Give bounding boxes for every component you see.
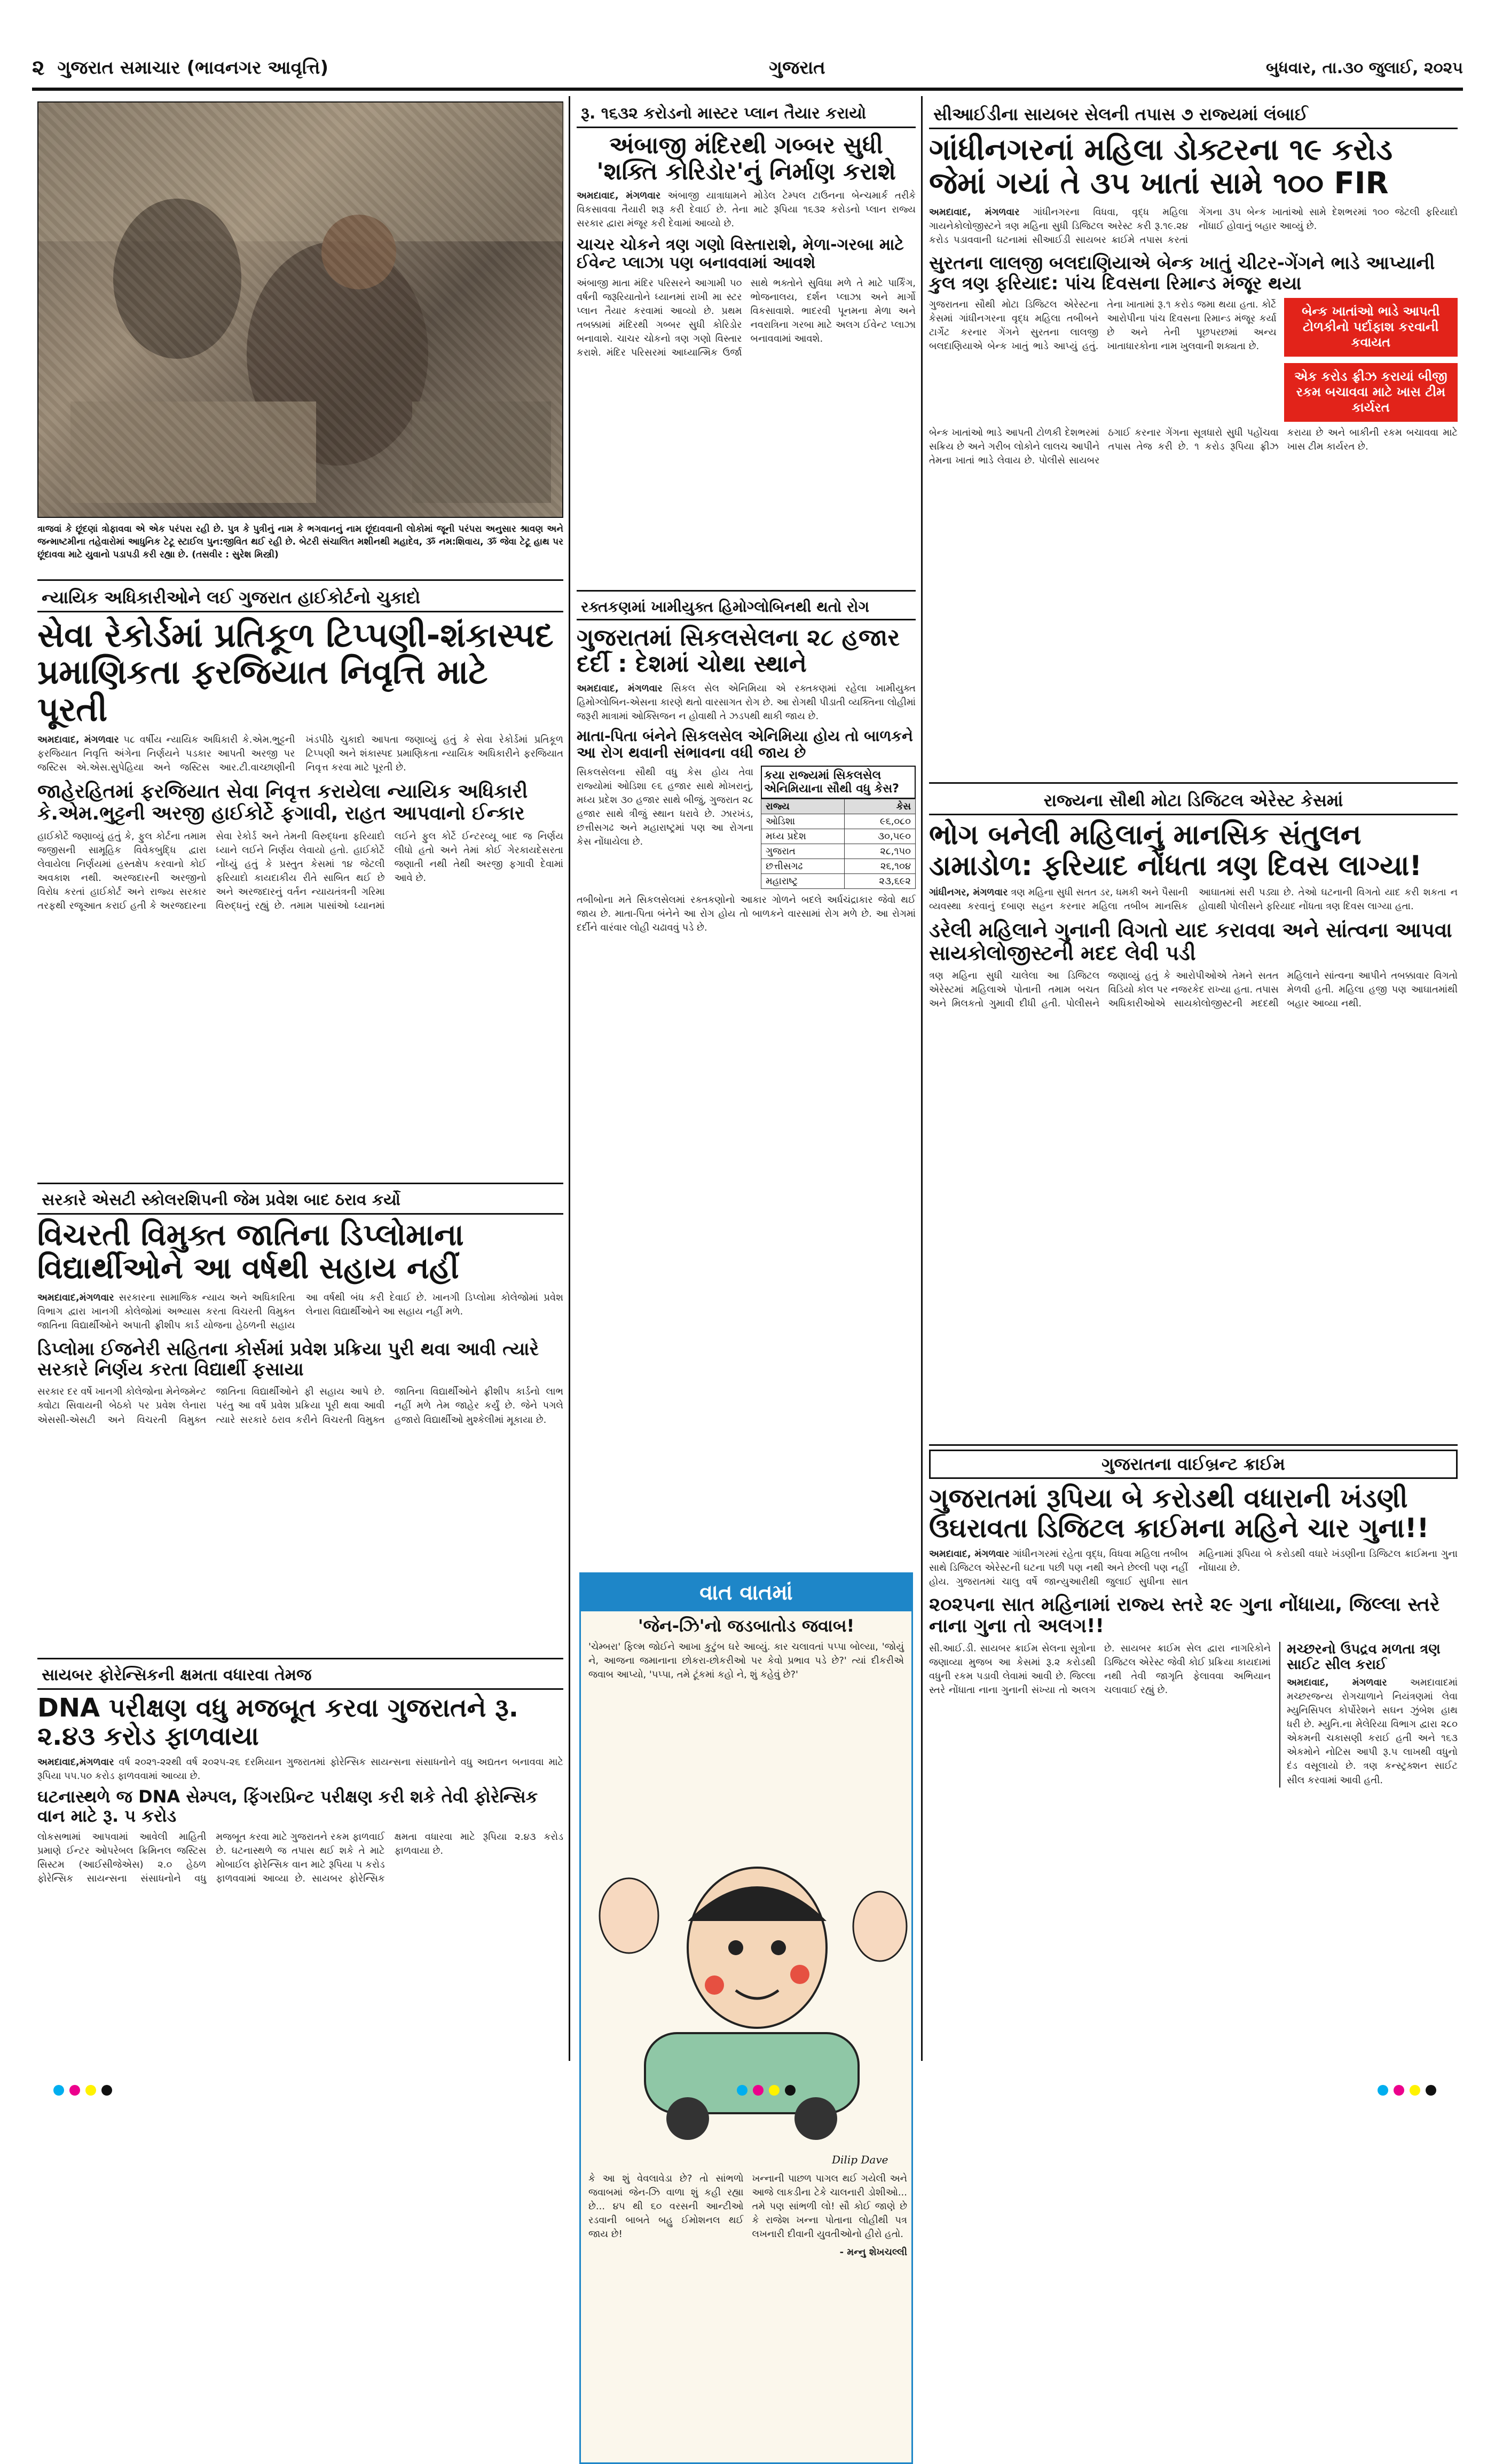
- dateline: અમદાવાદ,મંગળવાર: [37, 1757, 114, 1768]
- table-cell: ૨૬,૧૦૪: [845, 859, 916, 873]
- story-kicker: રૂ. ૧૬૩૨ કરોડનો માસ્ટર પ્લાન તૈયાર કરાયો: [577, 101, 916, 128]
- dateline: અમદાવાદ, મંગળવાર: [37, 734, 119, 746]
- sickle-table-box: [761, 766, 916, 889]
- story-body: [577, 682, 916, 723]
- story-kicker: ન્યાયિક અધિકારીઓને લઈ ગુજરાત હાઈકોર્ટનો ચુકાદો: [37, 585, 563, 612]
- divider: [37, 1658, 563, 1659]
- column-rule: [921, 96, 923, 2061]
- registration-mark: [69, 2085, 80, 2096]
- story-body: [577, 189, 916, 231]
- dateline: અમદાવાદ, મંગળવાર: [577, 190, 661, 202]
- body-text: વર્ષ ૨૦૨૧-૨૨થી વર્ષ ૨૦૨૫-૨૬ દરમિયાન ગુજરાતમાં ફોરેન્સિક સાયન્સના સંસાધનોને વધુ અદ્યતન બનાવવા માટે રૂપિયા ૫૫.૫૦ કરોડ ફાળવવામાં આવ્યા છે.: [37, 1757, 563, 1782]
- divider: [37, 579, 563, 581]
- story-diploma: [37, 1188, 563, 1427]
- dateline: અમદાવાદ, મંગળવાર: [929, 207, 1020, 218]
- story-sickle: [577, 595, 916, 935]
- table-row: [761, 814, 916, 829]
- table-cell: મહારાષ્ટ્ર: [761, 873, 845, 888]
- body-text: સિકલ સેલ એનિમિયા એ રક્તકણમાં રહેલા ખામીયુક્ત હિમોગ્લોબિન-એસના કારણે થતો વારસાગત રોગ છે. આ રોગથી પીડાતી વ્યક્તિના લોહીમાં જરૂરી માત્રામાં ઓક્સિજન ન હોવાથી તે ઝડપથી થાકી જાય છે.: [577, 682, 916, 722]
- cartoonist-signature: Dilip Dave: [832, 2153, 888, 2166]
- story-body-2: સરકાર દર વર્ષે ખાનગી કોલેજોના મેનેજમેન્ટ ક્વોટા સિવાયની બેઠકો પર પ્રવેશ લેનારા એસસી-એસટી અને વિચરતી વિમુક્ત જાતિના વિદ્યાર્થીઓને ફી સહાય આપે છે. પરંતુ આ વર્ષે પ્રવેશ પ્રક્રિયા પૂરી થવા આવી ત્યારે સરકારે ઠરાવ કરીને વિચરતી વિમુક્ત જાતિના વિદ્યાર્થીઓને ફ્રીશીપ કાર્ડનો લાભ નહીં મળે તેમ જાહેર કર્યું છે. જેને પગલે હજારો વિદ્યાર્થીઓ મુશ્કેલીમાં મૂકાયા છે.: [37, 1386, 563, 1426]
- story-body-2: લોકસભામાં આપવામાં આવેલી માહિતી પ્રમાણે ઈન્ટર ઓપરેબલ ક્રિમિનલ જસ્ટિસ સિસ્ટમ (આઈસીજેએસ) ૨.૦ હેઠળ ફોરેન્સિક સાયન્સના સંસાધનોને વધુ મજબૂત કરવા માટે ગુજરાતને રકમ ફાળવાઈ છે. ઘટનાસ્થળે જ તપાસ થઈ શકે તે માટે મોબાઈલ ફોરેન્સિક વાન માટે રૂપિયા ૫ કરોડ ફાળવવામાં આવ્યા છે. સાયબર ફોરેન્સિક ક્ષમતા વધારવા માટે રૂપિયા ૨.૪૩ કરોડ ફાળવાયા છે.: [37, 1831, 563, 1885]
- dateline: અમદાવાદ,મંગળવાર: [37, 1292, 114, 1303]
- callout-box: એક કરોડ ફ્રીઝ કરાયાં બીજી રકમ બચાવવા માટે ખાસ ટીમ કાર્યરત: [1284, 363, 1458, 422]
- registration-mark: [85, 2085, 96, 2096]
- cartoon-box: [579, 1572, 913, 2464]
- table-cell: ૨૩,૬૯૨: [845, 873, 916, 888]
- story-subhead: જાહેરહિતમાં ફરજિયાત સેવા નિવૃત્ત કરાયેલા ન્યાયિક અધિકારી કે.એમ.ભુટ્ટની અરજી હાઈકોર્ટે ફગાવી, રાહત આપવાનો ઈન્કાર: [37, 781, 528, 824]
- table-cell: મધ્ય પ્રદેશ: [761, 829, 845, 844]
- story-body: [929, 206, 1458, 247]
- divider: [37, 1183, 563, 1184]
- story-body-3: તબીબોના મતે સિકલસેલમાં રક્તકણોનો આકાર ગોળને બદલે અર્ધચંદ્રાકાર જેવો થઈ જાય છે. માતા-પિતા બંનેને આ રોગ હોય તો બાળકને વારસામાં રોગ મળે છે. આ રોગમાં દર્દીને વારંવાર લોહી ચઢાવવું પડે છે.: [577, 894, 916, 933]
- story-mosquito: [1279, 1642, 1458, 1788]
- story-body-3: બેન્ક ખાતાંઓ ભાડે આપતી ટોળકી દેશભરમાં સક્રિય છે અને ગરીબ લોકોને લાલચ આપીને તેમના ખાતાં ભાડે લેવાય છે. પોલીસે સાયબર ઠગાઈ કરનાર ગેંગના સૂત્રધારો સુધી પહોંચવા તપાસ તેજ કરી છે. ૧ કરોડ રૂપિયા ફ્રીઝ કરાયા છે અને બાકીની રકમ બચાવવા માટે ખાસ ટીમ કાર્યરત છે.: [929, 427, 1458, 466]
- story-subhead: ડરેલી મહિલાને ગુનાની વિગતો યાદ કરાવવા અને સાંત્વના આપવા સાયકોલોજીસ્ટની મદદ લેવી પડી: [929, 918, 1452, 965]
- dateline: અમદાવાદ, મંગળવાર: [577, 682, 663, 694]
- registration-mark: [1426, 2085, 1436, 2096]
- story-ambaji: [577, 101, 916, 360]
- story-body-2: સી.આઈ.ડી. સાયબર ક્રાઈમ સેલના સૂત્રોના જણાવ્યા મુજબ આ કેસમાં રૂ.૨ કરોડથી વધુની રકમ પડાવી લેવામાં આવી છે. જિલ્લા સ્તરે નોંધાતા નાના ગુનાની સંખ્યા તો અલગ છે. સાયબર ક્રાઈમ સેલ દ્વારા નાગરિકોને ડિજિટલ એરેસ્ટ જેવી કોઈ પ્રક્રિયા કાયદામાં નથી તેવી જાગૃતિ ફેલાવવા અભિયાન ચલાવાઈ રહ્યું છે.: [929, 1642, 1271, 1696]
- story-headline: ગુજરાતમાં રૂપિયા બે કરોડથી વધારાની ખંડણી ઉઘરાવતા ડિજિટલ ક્રાઈમના મહિને ચાર ગુના!!: [929, 1482, 1429, 1544]
- divider: [577, 590, 916, 592]
- story-kicker: રક્તકણમાં ખામીયુક્ત હિમોગ્લોબિનથી થતો રોગ: [577, 595, 916, 620]
- story-headline: ગાંધીનગરનાં મહિલા ડોક્ટરના ૧૯ કરોડ જેમાં ગયાં તે ૩૫ ખાતાં સામે ૧૦૦ FIR: [929, 132, 1393, 201]
- story-kicker: ગુજરાતના વાઈબ્રન્ટ ક્રાઈમ: [929, 1450, 1458, 1479]
- story-body-2: અંબાજી માતા મંદિર પરિસરને આગામી ૫૦ વર્ષની જરૂરિયાતોને ધ્યાનમાં રાખી મા સ્ટર પ્લાન તૈયાર કરવામાં આવ્યો છે. પ્રથમ તબક્કામાં મંદિરથી ગબ્બર સુધી કોરિડોર બનાવાશે. ચાચર ચોકનો ત્રણ ગણો વિસ્તાર કરાશે. મંદિર પરિસરમાં આધ્યાત્મિક ઉર્જા સાથે ભક્તોને સુવિધા મળે તે માટે પાર્કિંગ, ભોજનાલય, દર્શન પ્લાઝા અને માર્ગો વિકસાવાશે. ભાદરવી પૂનમના મેળા અને નવરાત્રિના ગરબા માટે અલગ ઈવેન્ટ પ્લાઝા બનાવવામાં આવશે.: [577, 277, 916, 358]
- dateline: અમદાવાદ, મંગળવાર: [1287, 1676, 1387, 1688]
- story-body: [929, 886, 1458, 914]
- table-cell: ૩૦,૫૯૦: [845, 829, 916, 844]
- table-row: [761, 859, 916, 873]
- dateline: અમદાવાદ, મંગળવાર: [929, 1548, 1010, 1560]
- table-row: [761, 829, 916, 844]
- story-kicker: મચ્છરનો ઉપદ્રવ મળતા ત્રણ સાઈટ સીલ કરાઈ: [1287, 1641, 1441, 1673]
- story-crime: [929, 1450, 1458, 1788]
- column-rule: [569, 96, 570, 2061]
- story-body-2: હાઈકોર્ટે જણાવ્યું હતું કે, ફુલ કોર્ટના તમામ જજીસની સામૂહિક વિવેકબુદ્ધિ દ્વારા લેવાયેલા નિર્ણયમાં હસ્તક્ષેપ કરવાનો કોઈ અવકાશ નથી. અરજદારની અરજીનો વિરોધ કરતાં હાઈકોર્ટ અને રાજ્ય સરકાર તરફથી રજૂઆત કરાઈ હતી કે અરજદારના સેવા રેકોર્ડ અને તેમની વિરુદ્ધના ફરિયાદો ધ્યાને લઈને નિર્ણય લેવાયો હતો. હાઈકોર્ટે નોંધ્યું હતું કે પ્રસ્તુત કેસમાં ૧૪ જેટલી ફરિયાદો કાયદાકીય રીતે સાબિત થઈ છે અને અરજદારનું વર્તન ન્યાયતંત્રની ગરિમા વિરુદ્ધનું રહ્યું છે. તમામ પાસાંઓ ધ્યાનમાં લઈને ફુલ કોર્ટે ઈન્ટરવ્યૂ બાદ જ નિર્ણય લીધો હતો અને તેમાં કોઈ ગેરકાયદેસરતા જણાતી નથી તેથી અરજી ફગાવી દેવામાં આવે છે.: [37, 831, 563, 912]
- cartoon-title: વાત વાતમાં: [699, 1580, 793, 1605]
- section-name: ગુજરાત: [769, 57, 825, 78]
- story-doctor: [929, 101, 1458, 468]
- story-judge: [37, 585, 563, 914]
- story-headline: સેવા રેકોર્ડમાં પ્રતિકૂળ ટિપ્પણી-શંકાસ્પદ પ્રમાણિકતા ફરજિયાત નિવૃત્તિ માટે પૂરતી: [37, 615, 554, 729]
- cartoon-banner: [581, 1574, 911, 1611]
- masthead: [32, 48, 1463, 91]
- table-row: [761, 844, 916, 859]
- body-text: ત્રણ મહિના સુધી સતત ડર, ધમકી અને પૈસાની વ્યવસ્થા કરવાનું દબાણ સહન કરનાર મહિલા તબીબ માનસિક આઘાતમાં સરી પડ્યા છે. તેઓ ઘટનાની વિગતો યાદ કરી શકતા ન હોવાથી પોલીસને ફરિયાદ નોંધતા ત્રણ દિવસ લાગ્યા હતા.: [929, 887, 1458, 912]
- cartoon-signoff: - મન્નુ શેખચલ્લી: [839, 2247, 907, 2258]
- story-body: [37, 733, 563, 775]
- body-text: ગાંધીનગરના વિધવા, વૃદ્ધ મહિલા ગાયનેકોલોજીસ્ટને ત્રણ મહિના સુધી ડિજિટલ અરેસ્ટ કરી રૂ.૧૯.૨૪ કરોડ પડાવવાની ઘટનામાં સીઆઈડી સાયબર ક્રાઈમે તપાસ કરતાં ગેંગના ૩૫ બેન્ક ખાતાંઓ સામે દેશભરમાં ૧૦૦ જેટલી ફરિયાદો નોંધાઈ હોવાનું બહાર આવ્યું છે.: [929, 207, 1458, 246]
- story-headline: DNA પરીક્ષણ વધુ મજબૂત કરવા ગુજરાતને રૂ. ૨.૪૩ કરોડ ફાળવાયા: [37, 1692, 518, 1752]
- registration-mark: [101, 2085, 112, 2096]
- registration-mark: [53, 2085, 64, 2096]
- registration-mark: [1410, 2085, 1420, 2096]
- cartoon-story-right: ખન્નાની પાછળ પાગલ થઈ ગયેલી અને આજે લાકડીના ટેકે ચાલનારી ડોશીઓ... તમે પણ સાંભળી લો! સૌ કોઈ જાણે છે કે રાજેશ ખન્ના પોતાના લોહીથી પત્ર લખનારી દીવાની યુવતીઓનો હીરો હતો.: [752, 2173, 907, 2240]
- divider: [929, 1444, 1458, 1446]
- story-subhead: ડિપ્લોમા ઈજનેરી સહિતના કોર્સમાં પ્રવેશ પ્રક્રિયા પુરી થવા આવી ત્યારે સરકારે નિર્ણય કરતા વિદ્યાર્થી ફસાયા: [37, 1339, 539, 1381]
- story-body-2: સિકલસેલના સૌથી વધુ કેસ હોય તેવા રાજ્યોમાં ઓડિશા ૯૬ હજાર સાથે મોખરાનું, મધ્ય પ્રદેશ ૩૦ હજાર સાથે બીજું, ગુજરાત ૨૮ હજાર સાથે ત્રીજું સ્થાન ધરાવે છે. ઝારખંડ, છત્તીસગઢ અને મહારાષ્ટ્રમાં પણ આ રોગના કેસ નોંધાયેલા છે.: [577, 766, 753, 848]
- table-cell: ૨૮,૧૫૦: [845, 844, 916, 859]
- sickle-table: [761, 799, 916, 889]
- registration-mark: [753, 2085, 764, 2096]
- divider: [929, 782, 1458, 784]
- story-body: [37, 1755, 563, 1783]
- table-cell: ૯૬,૦૮૦: [845, 814, 916, 829]
- story-body-2: ગુજરાતના સૌથી મોટા ડિજિટલ એરેસ્ટના કેસમાં ગાંધીનગરના વૃદ્ધ મહિલા તબીબને ટાર્ગેટ કરનાર ગેંગને સુરતના લાલજી બલદાણિયાએ બેન્ક ખાતું ભાડે આપ્યું હતું. તેના ખાતામાં રૂ.૧ કરોડ જમા થયા હતા. કોર્ટે આરોપીના પાંચ દિવસના રિમાન્ડ મંજૂર કર્યા છે અને તેની પૂછપરછમાં અન્ય ખાતાધારકોના નામ ખુલવાની શક્યતા છે.: [929, 298, 1277, 352]
- page-number: ૨: [32, 56, 45, 80]
- story-body-2: ત્રણ મહિના સુધી ચાલેલા આ ડિજિટલ એરેસ્ટમાં મહિલાએ પોતાની તમામ બચત અને મિલકતો ગુમાવી દીધી હતી. પોલીસને જણાવ્યું હતું કે આરોપીઓએ તેમને સતત વિડિયો કોલ પર નજરકેદ રાખ્યા હતા. તપાસ અધિકારીઓએ સાયકોલોજીસ્ટની મદદથી મહિલાને સાંત્વના આપીને તબક્કાવાર વિગતો મેળવી હતી. મહિલા હજી પણ આઘાતમાંથી બહાર આવ્યા નથી.: [929, 970, 1458, 1009]
- story-kicker: સીઆઈડીના સાયબર સેલની તપાસ ૭ રાજ્યમાં લંબાઈ: [929, 101, 1458, 129]
- paper-name: ગુજરાત સમાચાર (ભાવનગર આવૃત્તિ): [57, 57, 329, 78]
- body-text: સરકારના સામાજિક ન્યાય અને અધિકારિતા વિભાગ દ્વારા ખાનગી કોલેજોમાં અભ્યાસ કરતા વિચરતી વિમુક્ત જાતિના વિદ્યાર્થીઓને અપાતી ફ્રીશીપ કાર્ડ યોજના હેઠળની સહાય આ વર્ષથી બંધ કરી દેવાઈ છે. ખાનગી ડિપ્લોમા કોલેજોમાં પ્રવેશ લેનારા વિદ્યાર્થીઓને આ સહાય નહીં મળે.: [37, 1292, 563, 1332]
- photo-illustration: [38, 103, 564, 519]
- story-body: [929, 1547, 1458, 1589]
- story-subhead: ચાચર ચોકને ત્રણ ગણો વિસ્તારાશે, મેળા-ગરબા માટે ઈવેન્ટ પ્લાઝા પણ બનાવવામાં આવશે: [577, 235, 904, 272]
- table-title: કયા રાજ્યમાં સિકલસેલ એનિમિયાના સૌથી વધુ કેસ?: [761, 766, 916, 799]
- table-header: કેસ: [845, 799, 916, 814]
- story-body: [1287, 1676, 1458, 1788]
- story-headline: ગુજરાતમાં સિકલસેલના ૨૮ હજાર દર્દી : દેશમાં ચોથા સ્થાને: [577, 624, 900, 678]
- body-text: અંબાજી યાત્રાધામને મોડેલ ટેમ્પલ ટાઉનના બેન્ચમાર્ક તરીકે વિકસાવવા તૈયારી શરૂ કરી દેવાઈ છે. તેના માટે રૂપિયા ૧૬૩૨ કરોડનો પ્લાન રાજ્ય સરકાર દ્વારા મંજૂર કરી દેવામાં આવ્યો છે.: [577, 190, 916, 230]
- story-kicker: સાયબર ફોરેન્સિકની ક્ષમતા વધારવા તેમજ: [37, 1663, 563, 1690]
- table-header: રાજ્ય: [761, 799, 845, 814]
- story-headline: અંબાજી મંદિરથી ગબ્બર સુધી 'શક્તિ કોરિડોર'નું નિર્માણ કરાશે: [596, 131, 896, 185]
- tattoo-photo: [37, 101, 563, 518]
- story-subhead: માતા-પિતા બંનેને સિકલસેલ એનિમિયા હોય તો બાળકને આ રોગ થવાની સંભાવના વધી જાય છે: [577, 727, 913, 762]
- body-text: અમદાવાદમાં મચ્છરજન્ય રોગચાળાને નિયંત્રણમાં લેવા મ્યુનિસિપલ કોર્પોરેશને સઘન ઝુંબેશ હાથ ધરી છે. મ્યુનિ.ના મેલેરિયા વિભાગ દ્વારા ૨૮૦ એકમની ચકાસણી કરાઈ હતી અને ૧૬૩ એકમોને નોટિસ આપી રૂ.૫ લાખથી વધુનો દંડ વસૂલાયો છે. ત્રણ કન્સ્ટ્રક્શન સાઈટ સીલ કરવામાં આવી હતી.: [1287, 1676, 1458, 1786]
- registration-mark: [1378, 2085, 1388, 2096]
- cartoon-headline: 'જેન-ઝિ'નો જડબાતોડ જવાબ!: [638, 1616, 855, 1636]
- table-cell: ઓડિશા: [761, 814, 845, 829]
- table-row: [761, 873, 916, 888]
- photo-credit: (તસવીર : સુરેશ મિસ્ત્રી): [192, 549, 279, 560]
- dateline: ગાંધીનગર, મંગળવાર: [929, 887, 1008, 899]
- caption-text: ત્રાજવાં કે છૂંદણાં ત્રોફાવવા એ એક પરંપરા રહી છે. પુત્ર કે પુત્રીનું નામ કે ભગવાનનું નામ છૂંદાવવાની લોકોમાં જૂની પરંપરા અનુસાર શ્રાવણ અને જન્માષ્ટમીના તહેવારોમાં આધુનિક ટેટૂ સ્ટાઈલ પુન:જીવિત થઈ રહી છે. બેટરી સંચાલિત મશીનથી મહાદેવ, ૐ નમ:શિવાય, ૐ જેવા ટેટૂ હાથ પર છૂંદાવવા માટે યુવાનો પડાપડી કરી રહ્યા છે.: [37, 524, 563, 560]
- story-subhead: ૨૦૨૫ના સાત મહિનામાં રાજ્ય સ્તરે ૨૯ ગુના નોંધાયા, જિલ્લા સ્તરે નાના ગુના તો અલગ!!: [929, 1594, 1440, 1638]
- issue-date: બુધવાર, તા.૩૦ જુલાઈ, ૨૦૨૫: [1265, 58, 1463, 77]
- table-cell: છત્તીસગઢ: [761, 859, 845, 873]
- registration-mark: [1394, 2085, 1404, 2096]
- photo-caption: [37, 523, 563, 561]
- registration-mark: [769, 2085, 780, 2096]
- story-subhead: સુરતના લાલજી બલદાણિયાએ બેન્ક ખાતું ચીટર-ગેંગને ભાડે આપ્યાની કુલ ત્રણ ફરિયાદ: પાંચ દિવસના રિમાન્ડ મંજૂર થયા: [929, 252, 1435, 294]
- story-headline: ભોગ બનેલી મહિલાનું માનસિક સંતુલન ડામાડોળ: ફરિયાદ નોંધતા ત્રણ દિવસ લાગ્યા!: [929, 818, 1422, 883]
- story-dna: [37, 1663, 563, 1886]
- story-subhead: ઘટનાસ્થળે જ DNA સેમ્પલ, ફિંગરપ્રિન્ટ પરીક્ષણ કરી શકે તેવી ફોરેન્સિક વાન માટે રૂ. ૫ કરોડ: [37, 1786, 538, 1827]
- body-text: ગાંધીનગરમાં રહેતા વૃદ્ધ, વિધવા મહિલા તબીબ સાથે ડિજિટલ એરેસ્ટની ઘટના પછી પણ નથી અને છેલ્લી પણ નહીં હોય. ગુજરાતમાં ચાલુ વર્ષે જાન્યુઆરીથી જુલાઈ સુધીના સાત મહિનામાં રૂપિયા બે કરોડથી વધારે ખંડણીના ડિજિટલ ક્રાઈમના ગુના નોંધાયા છે.: [929, 1548, 1458, 1587]
- body-text: ૫૮ વર્ષીય ન્યાયિક અધિકારી કે.એમ.ભુટ્ટની ફરજિયાત નિવૃત્તિ અંગેના નિર્ણયને પડકાર આપતી અરજી પર જસ્ટિસ એ.એસ.સુપેહિયા અને જસ્ટિસ આર.ટી.વાચ્છાણીની ખંડપીઠે ચુકાદો આપતા જણાવ્યું હતું કે સેવા રેકોર્ડમાં પ્રતિકૂળ ટિપ્પણી અને શંકાસ્પદ પ્રમાણિકતા ન્યાયિક અધિકારીને ફરજિયાત નિવૃત્ત કરવા માટે પૂરતી છે.: [37, 734, 563, 774]
- cartoon-illustration: [581, 1830, 915, 2151]
- registration-mark: [785, 2085, 796, 2096]
- cartoon-body: 'ચેમ્બરા' ફિલ્મ જોઈને આખા કુટુંબ ઘરે આવ્યું. કાર ચલાવતાં પપ્પા બોલ્યા, 'જોયું ને, આજના જમાનાના છોકરા-છોકરીઓ પર કેવો પ્રભાવ પડે છે?' ત્યાં દીકરીએ જવાબ આપ્યો, 'પપ્પા, તમે ટૂંકમાં કહો ને, શું કહેવું છે?': [588, 1641, 904, 1681]
- registration-mark: [737, 2085, 748, 2096]
- story-body: [37, 1291, 563, 1333]
- story-kicker: સરકારે એસટી સ્કોલરશિપની જેમ પ્રવેશ બાદ ઠરાવ કર્યો: [37, 1188, 563, 1215]
- story-kicker: રાજ્યના સૌથી મોટા ડિજિટલ એરેસ્ટ કેસમાં: [929, 788, 1458, 815]
- story-victim: [929, 788, 1458, 1011]
- cartoon-story-left: કે આ શું વેવલાવેડા છે? તો સાંભળો જવાબમાં જેન-ઝિ વાળા શું કહી રહ્યા છે... ૪૫ થી ૬૦ વરસની આન્ટીઓ રડવાની બાબતે બહુ ઈમોશનલ થઈ જાય છે!: [588, 2173, 744, 2240]
- callout-box: બેન્ક ખાતાંઓ ભાડે આપતી ટોળકીનો પર્દાફાશ કરવાની કવાયત: [1284, 298, 1458, 357]
- table-cell: ગુજરાત: [761, 844, 845, 859]
- story-headline: વિચરતી વિમુક્ત જાતિના ડિપ્લોમાના વિદ્યાર્થીઓને આ વર્ષથી સહાય નહીં: [37, 1217, 464, 1286]
